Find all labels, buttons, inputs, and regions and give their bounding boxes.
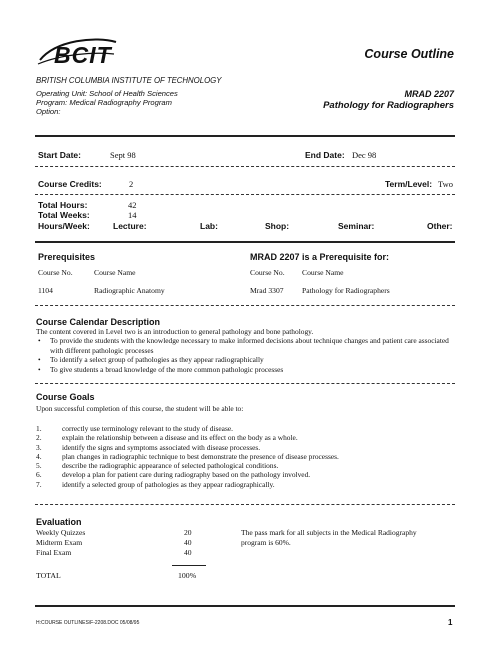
eval-row-value: 40 xyxy=(184,548,192,557)
institute-name: BRITISH COLUMBIA INSTITUTE OF TECHNOLOGY xyxy=(36,76,222,85)
eval-row-value: 20 xyxy=(184,528,192,537)
course-title: Pathology for Radiographers xyxy=(323,100,454,111)
list-item: 1. correctly use terminology relevant to the study of disease. xyxy=(36,424,233,433)
course-credits-value: 2 xyxy=(129,179,134,189)
evaluation-heading: Evaluation xyxy=(36,517,82,527)
list-item: • To identify a select group of pathologies as they appear radiographically xyxy=(36,355,456,364)
total-hours-value: 42 xyxy=(128,200,137,210)
prereq-for-col-name: Course Name xyxy=(302,268,344,277)
bcit-logo xyxy=(36,36,118,72)
prereq-for-heading: MRAD 2207 is a Prerequisite for: xyxy=(250,252,390,262)
end-date-value: Dec 98 xyxy=(352,150,377,160)
prereq-for-col-no: Course No. xyxy=(250,268,285,277)
pass-mark-note: The pass mark for all subjects in the Medical Radiography program is 60%. xyxy=(241,528,417,547)
list-item: • To provide the students with the knowledge necessary to make informed decisions about technique changes and patient care associated with different pathologic processes xyxy=(36,336,456,355)
divider xyxy=(35,504,455,505)
total-weeks-value: 14 xyxy=(128,210,137,220)
divider xyxy=(35,383,455,384)
goals-heading: Course Goals xyxy=(36,392,95,402)
divider xyxy=(35,166,455,167)
eval-row-label: Midterm Exam xyxy=(36,538,83,547)
total-hours-label: Total Hours: xyxy=(38,200,88,210)
seminar-label: Seminar: xyxy=(338,221,375,231)
course-credits-label: Course Credits: xyxy=(38,179,102,189)
eval-row-label: Final Exam xyxy=(36,548,72,557)
divider xyxy=(35,135,455,137)
other-label: Other: xyxy=(427,221,453,231)
prereq-col-no: Course No. xyxy=(38,268,73,277)
term-level-label: Term/Level: xyxy=(385,179,433,189)
goals-list xyxy=(36,424,456,489)
list-item: 7. identify a selected group of pathologies as they appear radiographically. xyxy=(36,479,275,489)
logo-text: BCIT xyxy=(54,42,112,68)
divider xyxy=(35,305,455,306)
list-item: 5. describe the radiographic appearance of selected pathological conditions. xyxy=(36,461,279,471)
page-number: 1 xyxy=(448,618,453,627)
start-date-value: Sept 98 xyxy=(110,150,136,160)
prereq-row-name: Radiographic Anatomy xyxy=(94,286,165,295)
divider xyxy=(35,194,455,195)
list-item: 3. identify the signs and symptoms associated with disease processes. xyxy=(36,442,261,452)
description-intro: The content covered in Level two is an introduction to general pathology and bone pathology. xyxy=(36,327,314,336)
eval-row-label: Weekly Quizzes xyxy=(36,528,86,537)
eval-subtotal-rule xyxy=(172,565,206,566)
footer-path: H:COURSE OUTLINES\F-2208.DOC 05/08/95 xyxy=(36,620,140,626)
divider xyxy=(35,241,455,243)
list-item: 4. plan changes in radiographic technique to best demonstrate the presence of disease processes. xyxy=(36,451,339,461)
eval-total-value: 100% xyxy=(178,571,197,580)
lecture-label: Lecture: xyxy=(113,221,147,231)
prereq-for-row-no: Mrad 3307 xyxy=(250,286,284,295)
course-code: MRAD 2207 xyxy=(404,89,454,99)
eval-total-label: TOTAL xyxy=(36,571,61,580)
divider xyxy=(35,605,455,607)
start-date-label: Start Date: xyxy=(38,150,81,160)
lab-label: Lab: xyxy=(200,221,218,231)
prereq-for-row-name: Pathology for Radiographers xyxy=(302,286,390,295)
doc-type: Course Outline xyxy=(364,47,454,61)
term-level-value: Two xyxy=(438,179,453,189)
prereq-col-name: Course Name xyxy=(94,268,136,277)
operating-unit: Operating Unit: School of Health Sciences xyxy=(36,89,178,98)
list-item: 6. develop a plan for patient care during radiography based on the pathology involved. xyxy=(36,470,311,480)
program: Program: Medical Radiography Program xyxy=(36,98,172,107)
total-weeks-label: Total Weeks: xyxy=(38,210,90,220)
option: Option: xyxy=(36,107,61,116)
description-list xyxy=(36,336,456,374)
prerequisites-heading: Prerequisites xyxy=(38,252,96,262)
list-item: 2. explain the relationship between a disease and its effect on the body as a whole. xyxy=(36,433,298,443)
shop-label: Shop: xyxy=(265,221,290,231)
end-date-label: End Date: xyxy=(305,150,345,160)
hours-week-label: Hours/Week: xyxy=(38,221,90,231)
description-heading: Course Calendar Description xyxy=(36,317,161,327)
list-item: • To give students a broad knowledge of the more common pathologic processes xyxy=(36,365,456,374)
eval-row-value: 40 xyxy=(184,538,192,547)
prereq-row-no: 1104 xyxy=(38,286,53,295)
description-body xyxy=(36,327,456,374)
goals-intro: Upon successful completion of this course, the student will be able to: xyxy=(36,404,244,413)
